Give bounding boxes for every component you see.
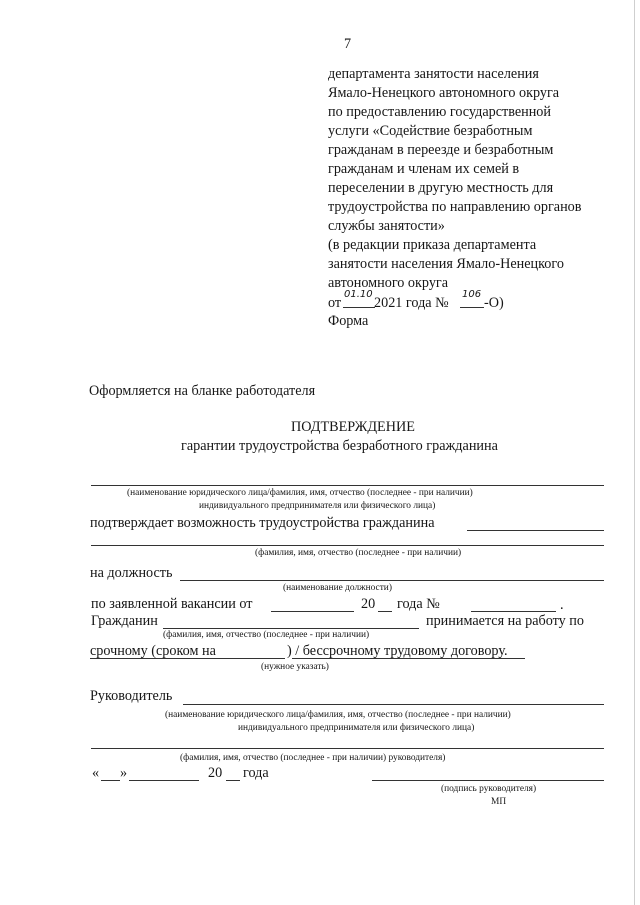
vacancy-year-suffix: года № [397, 596, 440, 612]
header-line: занятости населения Ямало-Ненецкого [328, 256, 564, 272]
head-org-field[interactable] [183, 704, 604, 705]
vacancy-year-field[interactable] [378, 611, 392, 612]
head-caption: индивидуального предпринимателя или физического лица) [238, 723, 475, 733]
form-label: Форма [328, 313, 369, 329]
order-prefix: от [328, 295, 342, 311]
employer-name-line [91, 485, 604, 486]
order-middle: 2021 года № [374, 295, 449, 311]
signature-caption: (подпись руководителя) [441, 784, 537, 794]
vacancy-year: 20 [361, 596, 376, 612]
vacancy-prefix: по заявленной вакансии от [91, 596, 253, 612]
header-line: (в редакции приказа департамента [328, 237, 537, 253]
position-caption: (наименование должности) [283, 583, 392, 593]
date-year-suffix: года [243, 765, 269, 781]
contract-term-field[interactable] [227, 658, 285, 659]
header-line: Ямало-Ненецкого автономного округа [328, 85, 560, 101]
contract-rest-underline [292, 658, 525, 659]
date-month-field[interactable] [129, 780, 199, 781]
position-label: на должность [90, 565, 173, 581]
order-date-handwritten: 01.10 [344, 289, 373, 300]
order-date-line [343, 307, 375, 308]
letterhead-note: Оформляется на бланке работодателя [89, 383, 316, 399]
head-label: Руководитель [90, 688, 173, 704]
order-suffix: -О) [484, 295, 504, 311]
head-name-field[interactable] [91, 748, 604, 749]
header-line: автономного округа [328, 275, 449, 291]
header-line: службы занятости» [328, 218, 445, 234]
header-line: переселении в другую местность для [328, 180, 554, 196]
employer-caption: индивидуального предпринимателя или физического лица) [199, 501, 436, 511]
date-year: 20 [208, 765, 223, 781]
citizen-name-field-2[interactable] [91, 545, 604, 546]
page-number: 7 [344, 36, 352, 52]
header-line: по предоставлению государственной [328, 104, 551, 120]
document-title: ПОДТВЕРЖДЕНИЕ [291, 419, 415, 435]
position-field[interactable] [180, 580, 604, 581]
document-subtitle: гарантии трудоустройства безработного гражданина [181, 438, 498, 454]
citizen-full-name-field[interactable] [163, 628, 419, 629]
stamp-label: МП [491, 797, 507, 807]
header-line: трудоустройства по направлению органов [328, 199, 582, 215]
header-line: департамента занятости населения [328, 66, 539, 82]
vacancy-end: . [560, 597, 564, 613]
header-line: услуги «Содействие безработным [328, 123, 533, 139]
scan-edge-right [634, 0, 635, 905]
head-name-caption: (фамилия, имя, отчество (последнее - при наличии) руководителя) [180, 753, 446, 763]
date-open-quote: « [92, 765, 100, 781]
accepted-text: принимается на работу по [426, 613, 584, 629]
contract-caption: (нужное указать) [261, 662, 329, 672]
head-caption: (наименование юридического лица/фамилия, имя, отчество (последнее - при наличии) [165, 710, 511, 720]
vacancy-date-field[interactable] [271, 611, 354, 612]
signature-field[interactable] [372, 780, 604, 781]
contract-fixed-term: срочному (сроком на [90, 643, 216, 659]
confirms-text: подтверждает возможность трудоустройства гражданина [90, 515, 435, 531]
order-number-handwritten: 106 [462, 289, 482, 300]
citizen-caption-2: (фамилия, имя, отчество (последнее - при наличии) [163, 630, 370, 640]
date-year-field[interactable] [226, 780, 240, 781]
date-close-quote: » [120, 765, 128, 781]
header-line: гражданам в переезде и безработным [328, 142, 554, 158]
citizen-caption: (фамилия, имя, отчество (последнее - при наличии) [255, 548, 462, 558]
contract-rest: ) / бессрочному трудовому договору. [287, 643, 508, 659]
vacancy-number-field[interactable] [471, 611, 556, 612]
employer-caption: (наименование юридического лица/фамилия, имя, отчество (последнее - при наличии) [127, 488, 473, 498]
date-day-field[interactable] [101, 780, 120, 781]
citizen-label: Гражданин [91, 613, 158, 629]
order-number-line [460, 307, 484, 308]
citizen-name-field[interactable] [467, 530, 604, 531]
header-line: гражданам и членам их семей в [328, 161, 520, 177]
